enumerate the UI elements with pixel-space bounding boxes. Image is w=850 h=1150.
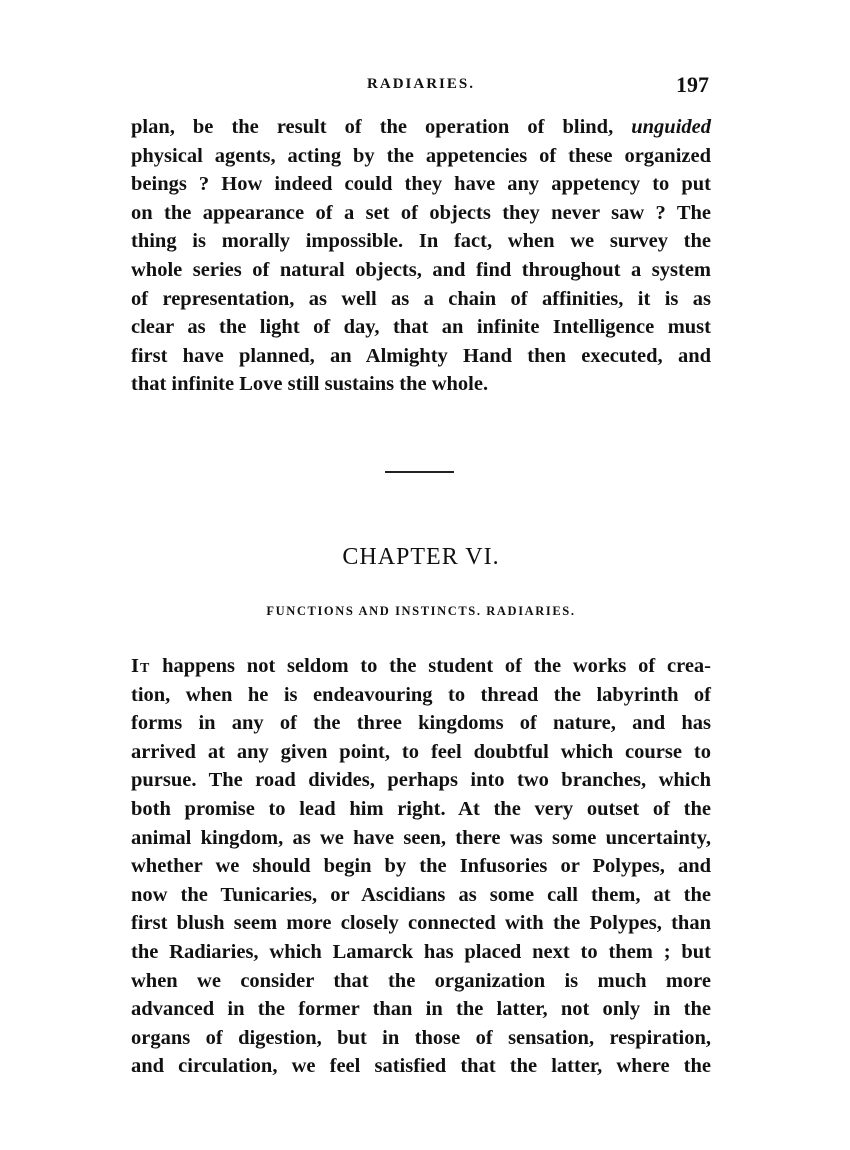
running-head — [131, 72, 711, 100]
text-line: first blush seem more closely connected with the Polypes, than — [131, 912, 711, 935]
italic-word: unguided — [631, 116, 711, 138]
text-line: whether we should begin by the Infusories or Polypes, and — [131, 855, 711, 878]
chapter-opening-paragraph — [131, 652, 711, 1081]
text-line: when we consider that the organization is much more — [131, 969, 711, 992]
text-line: that infinite Love still sustains the whole. — [131, 373, 489, 396]
text-line: whole series of natural objects, and find throughout a system — [131, 258, 711, 281]
chapter-title: CHAPTER VI. — [342, 544, 500, 570]
text-line: on the appearance of a set of objects they never saw ? The — [131, 201, 711, 224]
text-line: tion, when he is endeavouring to thread the labyrinth of — [131, 683, 711, 706]
page-number: 197 — [676, 72, 709, 97]
text-line: of representation, as well as a chain of affinities, it is as — [131, 287, 711, 310]
text-line: animal kingdom, as we have seen, there was some uncertainty, — [131, 826, 711, 849]
text-line: both promise to lead him right. At the very outset of the — [131, 797, 711, 820]
section-divider — [385, 471, 454, 473]
text-line: advanced in the former than in the latter, not only in the — [131, 998, 711, 1021]
text-line: pursue. The road divides, perhaps into two branches, which — [131, 769, 711, 792]
text-line: and circulation, we feel satisfied that the latter, where the — [131, 1055, 711, 1078]
text-line: thing is morally impossible. In fact, when we survey the — [131, 230, 711, 253]
text-line: plan, be the result of the operation of blind, unguided — [131, 116, 711, 138]
text-line: forms in any of the three kingdoms of nature, and has — [131, 712, 711, 735]
text-line: first have planned, an Almighty Hand then executed, and — [131, 344, 711, 367]
text-line: clear as the light of day, that an infinite Intelligence must — [131, 316, 711, 339]
text-line: physical agents, acting by the appetencies of these organized — [131, 144, 711, 167]
text-line: beings ? How indeed could they have any appetency to put — [131, 173, 711, 196]
paragraph-continued — [131, 113, 711, 399]
text-line: arrived at any given point, to feel doubtful which course to — [131, 740, 711, 763]
text-line: now the Tunicaries, or Ascidians as some call them, at the — [131, 883, 711, 906]
text-line: the Radiaries, which Lamarck has placed next to them ; but — [131, 940, 711, 963]
text-line: It happens not seldom to the student of the works of crea- — [131, 655, 711, 677]
text-line: organs of digestion, but in those of sensation, respiration, — [131, 1026, 711, 1049]
chapter-subtitle: FUNCTIONS AND INSTINCTS. RADIARIES. — [266, 604, 576, 618]
small-caps-opening: It — [131, 655, 151, 677]
running-title: RADIARIES. — [367, 76, 475, 92]
